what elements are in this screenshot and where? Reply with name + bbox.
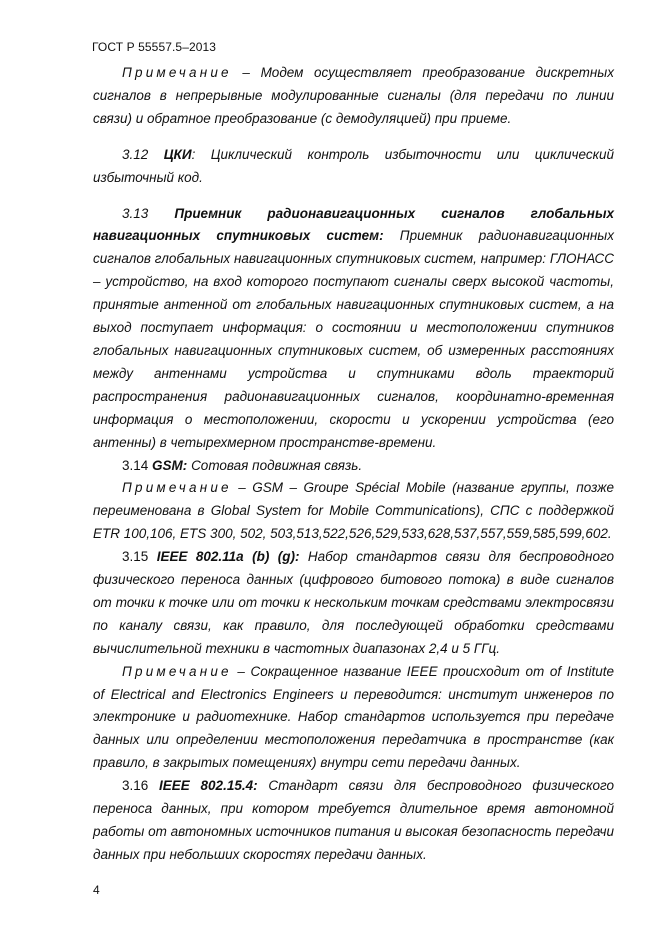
document-body	[93, 62, 614, 867]
definition-3-13	[93, 203, 614, 455]
term-name: GSM:	[152, 457, 188, 473]
definition-text: : Циклический контроль избыточности или циклический избыточный код.	[93, 146, 614, 185]
term-name: ЦКИ	[163, 146, 192, 162]
note-text: – GSM – Groupe Spécial Mobile (название группы, позже переименована в Global System for Mobile Communications), СПС с поддержкой ETR 100,106, ETS 300, 502, 503,513,522,526,529,533,628,537,557,559,585,599,602.	[93, 480, 614, 542]
note-paragraph	[93, 661, 614, 776]
standard-header: ГОСТ Р 55557.5–2013	[92, 40, 217, 54]
note-paragraph	[93, 477, 614, 546]
definition-text: Набор стандартов связи для беспроводного физического переноса данных (цифрового битового потока) в виде сигналов от точки к точке или от точки к нескольким точкам средствами электросвязи по каналу связи, как правило, для последующей обработки средствами вычислительной техники в частотных диапазонах 2,4 и 5 ГГц.	[93, 549, 614, 656]
note-text: – Сокращенное название IEEE происходит от of Institute of Electrical and Electronics Engineers и переводится: институт инженеров по электронике и радиотехнике. Набор стандартов используется при передаче данных или определении местоположения передатчика в пространстве (как правило, в закрытых помещениях) внутри сети передачи данных.	[93, 663, 614, 771]
clause-number: 3.14	[122, 457, 149, 473]
clause-number: 3.16	[122, 778, 149, 794]
definition-text: Сотовая подвижная связь.	[191, 457, 363, 473]
page-number: 4	[93, 883, 100, 897]
term-name: Приемник радионавигационных сигналов глобальных навигационных спутниковых систем:	[93, 205, 614, 244]
term-name: IEEE 802.15.4:	[159, 778, 258, 794]
note-label: Примечание	[122, 480, 232, 496]
definition-text: Стандарт связи для беспроводного физического переноса данных, при котором требуется длительное время автономной работы от автономных источников питания и высокая безопасность передачи данных при небольших скоростях передачи данных.	[93, 778, 614, 862]
definition-3-15	[93, 546, 614, 661]
note-text: – Модем осуществляет преобразование дискретных сигналов в непрерывные модулированные сигналы (для передачи по линии связи) и обратное преобразование (с демодуляцией) при приеме.	[93, 65, 614, 126]
definition-3-16	[93, 775, 614, 867]
definition-3-14	[93, 455, 614, 478]
clause-number: 3.15	[122, 549, 149, 565]
definition-text: Приемник радионавигационных сигналов глобальных навигационных спутниковых систем, например: ГЛОНАСС – устройство, на вход которого поступают сигналы сверх высокой частоты, принятые антенной от глобальных навигационных спутниковых систем, а на выход поступает информация: о состоянии и местоположении спутников глобальных навигационных спутниковых систем, об измеренных расстояниях между антеннами устройства и спутниками вдоль траекторий распространения радионавигационных сигналов, координатно-временная информация о местоположении, скорости и ускорении устройства (его антенны) в четырехмерном пространстве-времени.	[93, 228, 614, 450]
note-paragraph	[93, 62, 614, 131]
term-name: IEEE 802.11a (b) (g):	[156, 549, 300, 565]
note-label: Примечание	[122, 663, 232, 679]
note-label: Примечание	[122, 65, 232, 80]
definition-3-12	[93, 144, 614, 190]
clause-number: 3.12	[122, 146, 149, 162]
clause-number: 3.13	[122, 205, 149, 221]
